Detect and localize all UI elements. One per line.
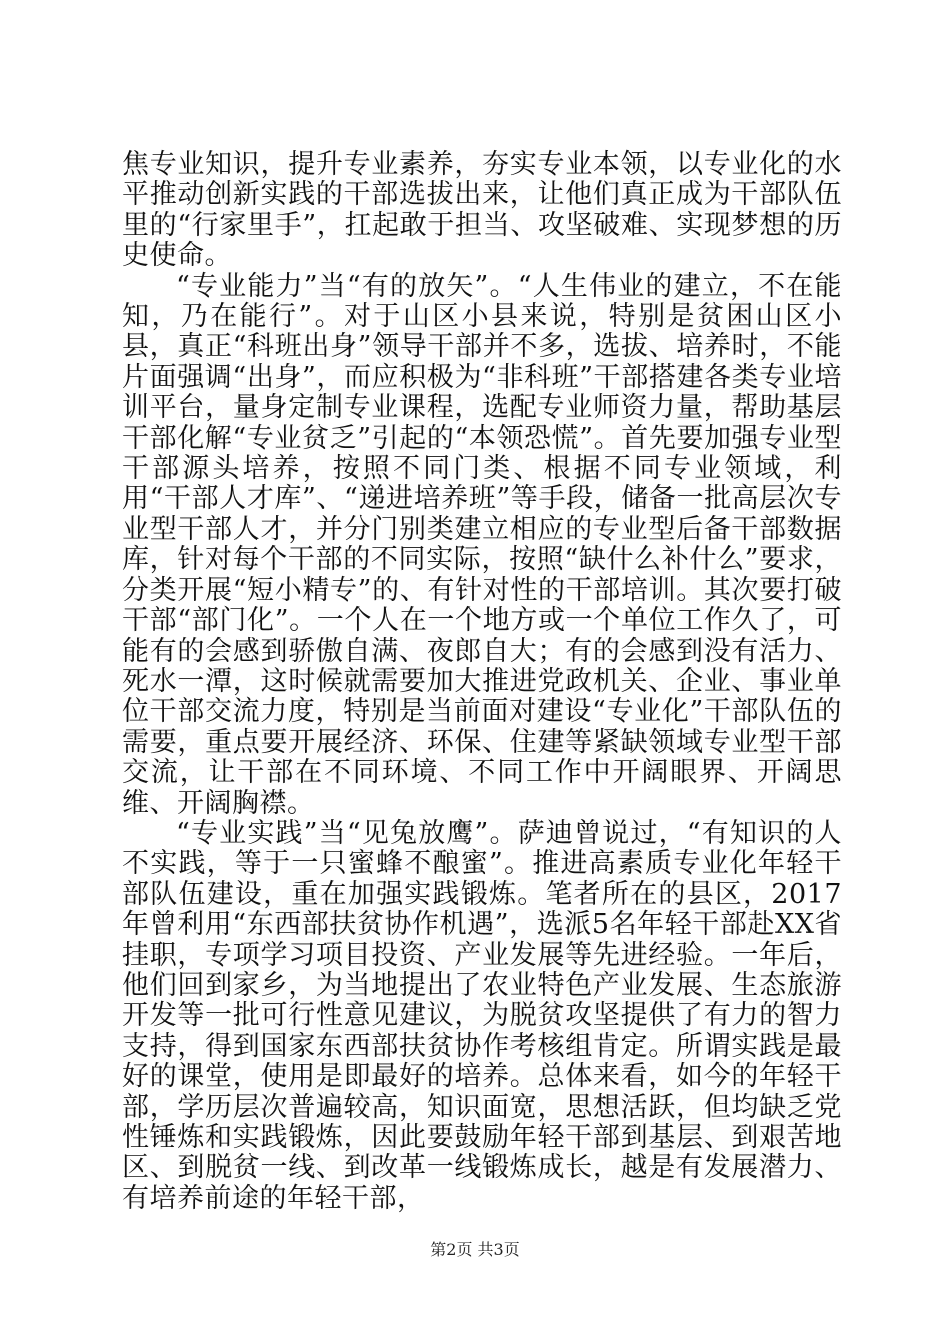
page-footer: 第2页 共3页 bbox=[430, 1240, 520, 1259]
paragraph-2: “专业能力”当“有的放矢”。“人生伟业的建立，不在能知，乃在能行”。对于山区小县来说，特别是贫困山区小县，真正“科班出身”领导干部并不多，选拔、培养时，不能片面强调“出身”，而应积极为“非科班”干部搭建各类专业培训平台，量身定制专业课程，选配专业师资力量，帮助基层干部化解“专业贫乏”引起的“本领恐慌”。首先要加强专业型干部源头培养，按照不同门类、根据不同专业领域，利用“干部人才库”、“递进培养班”等手段，储备一批高层次专业型干部人才，并分门别类建立相应的专业型后备干部数据库，针对每个干部的不同实际，按照“缺什么补什么”要求，分类开展“短小精专”的、有针对性的干部培训。其次要打破干部“部门化”。一个人在一个地方或一个单位工作久了，可能有的会感到骄傲自满、夜郎自大；有的会感到没有活力、死水一潭，这时候就需要加大推进党政机关、企业、事业单位干部交流力度，特别是当前面对建设“专业化”干部队伍的需要，重点要开展经济、环保、住建等紧缺领域专业型干部交流，让干部在不同环境、不同工作中开阔眼界、开阔思维、开阔胸襟。 bbox=[122, 270, 842, 819]
body-text bbox=[122, 150, 842, 1214]
paragraph-3: “专业实践”当“见兔放鹰”。萨迪曾说过，“有知识的人不实践，等于一只蜜蜂不酿蜜”。推进高素质专业化年轻干部队伍建设，重在加强实践锻炼。笔者所在的县区，2017年曾利用“东西部扶贫协作机遇”，选派5名年轻干部赴XX省挂职，专项学习项目投资、产业发展等先进经验。一年后，他们回到家乡，为当地提出了农业特色产业发展、生态旅游开发等一批可行性意见建议，为脱贫攻坚提供了有力的智力支持，得到国家东西部扶贫协作考核组肯定。所谓实践是最好的课堂，使用是即最好的培养。总体来看，如今的年轻干部，学历层次普遍较高，知识面宽，思想活跃，但均缺乏党性锤炼和实践锻炼，因此要鼓励年轻干部到基层、到艰苦地区、到脱贫一线、到改革一线锻炼成长，越是有发展潜力、有培养前途的年轻干部， bbox=[122, 817, 842, 1214]
paragraph-1: 焦专业知识，提升专业素养，夯实专业本领，以专业化的水平推动创新实践的干部选拔出来，让他们真正成为干部队伍里的“行家里手”，扛起敢于担当、攻坚破难、实现梦想的历史使命。 bbox=[122, 149, 842, 272]
